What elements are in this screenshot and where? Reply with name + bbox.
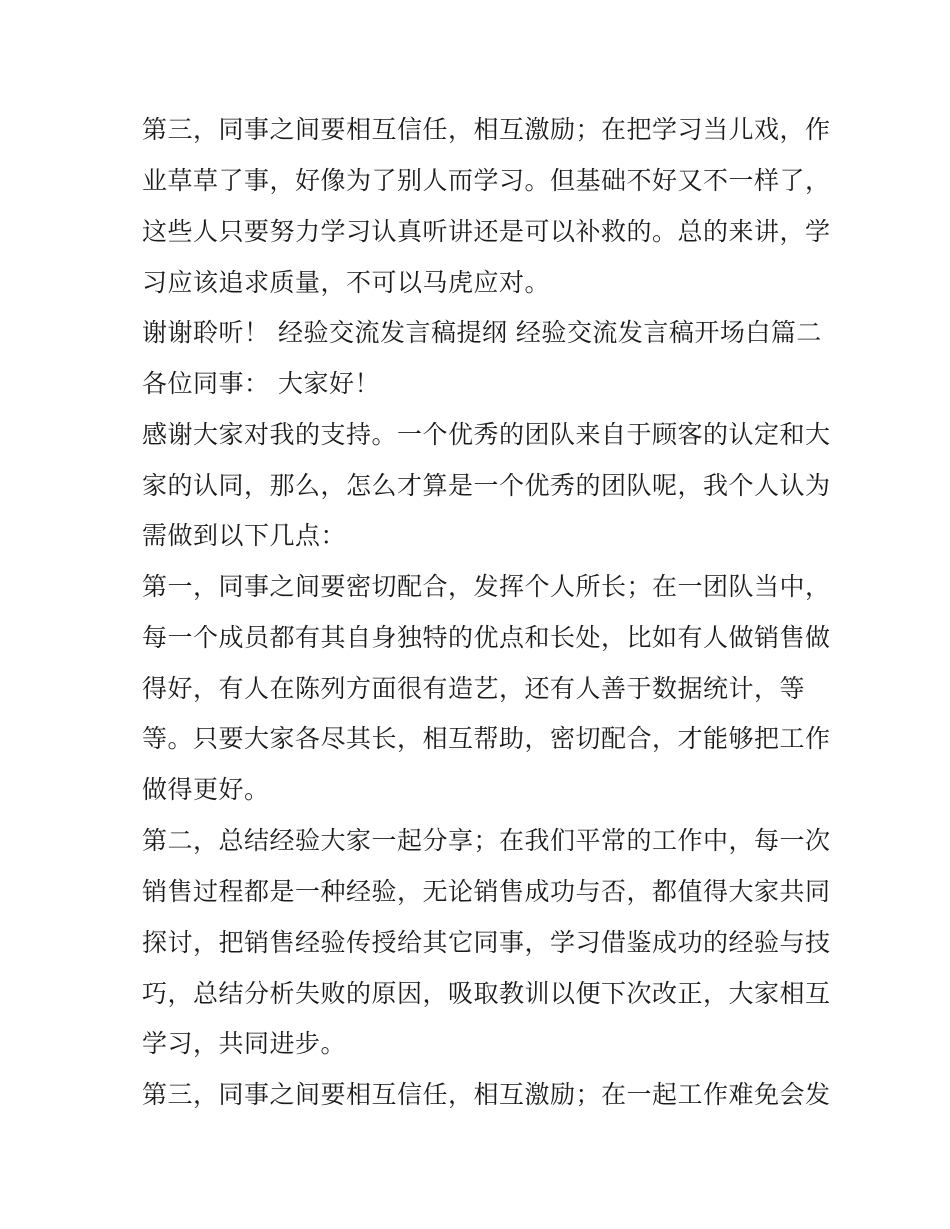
- text-line: 感谢大家对我的支持。一个优秀的团队来自于顾客的认定和大: [142, 420, 831, 449]
- text-line: 等。只要大家各尽其长，相互帮助，密切配合，才能够把工作: [142, 724, 831, 753]
- text-line: 销售过程都是一种经验，无论销售成功与否，都值得大家共同: [142, 877, 831, 906]
- text-line: 巧，总结分析失败的原因，吸取教训以便下次改正，大家相互: [142, 979, 831, 1008]
- text-line: 这些人只要努力学习认真听讲还是可以补救的。总的来讲，学: [142, 217, 831, 246]
- text-line: 探讨，把销售经验传授给其它同事，学习借鉴成功的经验与技: [142, 928, 831, 957]
- text-line: 得好，有人在陈列方面很有造艺，还有人善于数据统计，等: [142, 674, 806, 703]
- text-line: 第二，总结经验大家一起分享；在我们平常的工作中，每一次: [142, 826, 831, 855]
- text-line: 第三，同事之间要相互信任，相互激励；在一起工作难免会发: [142, 1080, 831, 1109]
- text-line: 学习，共同进步。: [142, 1029, 347, 1058]
- text-line: 谢谢聆听！ 经验交流发言稿提纲 经验交流发言稿开场白篇二: [142, 318, 822, 347]
- text-line: 每一个成员都有其自身独特的优点和长处，比如有人做销售做: [142, 623, 831, 652]
- text-line: 做得更好。: [142, 775, 270, 804]
- text-line: 业草草了事，好像为了别人而学习。但基础不好又不一样了，: [142, 166, 831, 195]
- text-line: 家的认同，那么，怎么才算是一个优秀的团队呢，我个人认为: [142, 471, 831, 500]
- text-line: 习应该追求质量，不可以马虎应对。: [142, 268, 551, 297]
- text-line: 第三，同事之间要相互信任，相互激励；在把学习当儿戏，作: [142, 115, 831, 144]
- text-line: 各位同事： 大家好！: [142, 369, 380, 398]
- text-line: 第一，同事之间要密切配合，发挥个人所长；在一团队当中，: [142, 572, 831, 601]
- text-line: 需做到以下几点：: [142, 521, 347, 550]
